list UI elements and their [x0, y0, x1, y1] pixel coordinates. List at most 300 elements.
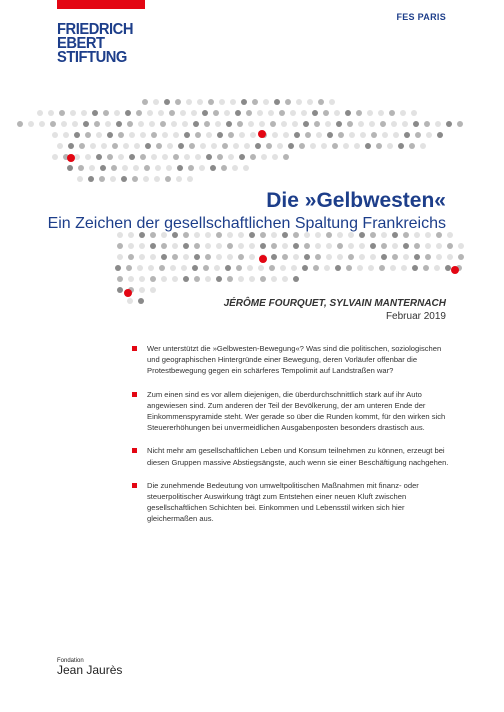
map-dot [122, 165, 128, 171]
map-dot [334, 110, 340, 116]
map-highlight-dot [451, 266, 459, 274]
map-dot [271, 254, 277, 260]
map-dot [403, 243, 409, 249]
map-dot [114, 110, 120, 116]
summary-list [132, 343, 450, 537]
map-dot [260, 243, 266, 249]
map-dot [205, 276, 211, 282]
map-dot [143, 176, 149, 182]
map-dot [105, 121, 111, 127]
map-dot [368, 265, 374, 271]
map-dot [266, 143, 272, 149]
map-dot [169, 110, 175, 116]
map-dot [202, 110, 208, 116]
map-dot [307, 99, 313, 105]
map-dot [259, 121, 265, 127]
map-dot [117, 287, 123, 293]
logo-wordmark [57, 23, 138, 65]
map-dot [457, 121, 463, 127]
map-dot [148, 265, 154, 271]
map-dot [241, 99, 247, 105]
map-dot [176, 176, 182, 182]
map-dot [52, 132, 58, 138]
map-dot [248, 121, 254, 127]
map-dot [367, 110, 373, 116]
map-dot [173, 154, 179, 160]
map-dot [206, 154, 212, 160]
map-dot [271, 276, 277, 282]
map-dot [195, 154, 201, 160]
map-dot [208, 99, 214, 105]
map-dot [247, 265, 253, 271]
map-dot [118, 154, 124, 160]
map-dot [411, 110, 417, 116]
map-dot [246, 110, 252, 116]
map-dot [161, 254, 167, 260]
map-dot [382, 132, 388, 138]
map-dot [96, 154, 102, 160]
map-dot [336, 121, 342, 127]
map-dot [81, 110, 87, 116]
map-dot [63, 132, 69, 138]
map-dot [187, 176, 193, 182]
map-highlight-dot [124, 289, 132, 297]
map-dot [189, 143, 195, 149]
map-dot [458, 254, 464, 260]
map-dot [414, 243, 420, 249]
map-dot [343, 143, 349, 149]
map-dot [172, 254, 178, 260]
map-dot [170, 265, 176, 271]
map-dot [288, 143, 294, 149]
map-dot [156, 143, 162, 149]
map-dot [269, 265, 275, 271]
map-dot [292, 121, 298, 127]
map-dot [281, 121, 287, 127]
map-dot [134, 143, 140, 149]
map-dot [400, 110, 406, 116]
map-dot [249, 254, 255, 260]
map-dot [249, 276, 255, 282]
map-dot [381, 243, 387, 249]
map-dot [282, 254, 288, 260]
map-dot [138, 121, 144, 127]
map-dot [194, 254, 200, 260]
map-dot [425, 243, 431, 249]
map-dot [191, 110, 197, 116]
map-dot [137, 265, 143, 271]
map-dot [302, 265, 308, 271]
map-dot [277, 143, 283, 149]
map-dot [228, 154, 234, 160]
map-dot [337, 243, 343, 249]
map-dot [420, 143, 426, 149]
map-dot [188, 165, 194, 171]
map-dot [398, 143, 404, 149]
map-dot [28, 121, 34, 127]
map-highlight-dot [259, 255, 267, 263]
map-dot [282, 276, 288, 282]
map-dot [125, 110, 131, 116]
map-dot [379, 265, 385, 271]
map-dot [150, 254, 156, 260]
map-dot [272, 132, 278, 138]
map-dot [68, 143, 74, 149]
map-dot [244, 143, 250, 149]
map-dot [90, 143, 96, 149]
map-dot [183, 276, 189, 282]
map-dot [447, 232, 453, 238]
map-dot [250, 132, 256, 138]
map-dot [345, 110, 351, 116]
map-dot [171, 121, 177, 127]
map-dot [199, 165, 205, 171]
map-dot [175, 99, 181, 105]
map-dot [434, 265, 440, 271]
map-dot [238, 254, 244, 260]
map-dot [186, 99, 192, 105]
map-dot [181, 265, 187, 271]
map-dot [376, 143, 382, 149]
map-dot [150, 243, 156, 249]
map-dot [17, 121, 23, 127]
map-dot [293, 243, 299, 249]
map-dot [392, 243, 398, 249]
map-dot [103, 110, 109, 116]
map-dot [61, 121, 67, 127]
map-dot [85, 132, 91, 138]
logo-line-1: FRIEDRICH [57, 21, 134, 38]
map-dot [154, 176, 160, 182]
map-dot [83, 121, 89, 127]
map-dot [115, 265, 121, 271]
map-dot [243, 165, 249, 171]
map-dot [237, 121, 243, 127]
bullet-square-icon [132, 346, 137, 351]
map-dot [155, 165, 161, 171]
summary-item [132, 480, 450, 525]
partner-logo [57, 658, 122, 677]
map-dot [52, 154, 58, 160]
map-dot [158, 110, 164, 116]
map-dot [118, 132, 124, 138]
map-dot [435, 121, 441, 127]
partner-logo-small: Fondation [57, 658, 84, 664]
map-dot [346, 265, 352, 271]
map-dot [128, 276, 134, 282]
map-dot [378, 110, 384, 116]
map-dot [205, 254, 211, 260]
map-dot [299, 143, 305, 149]
map-dot [318, 99, 324, 105]
map-dot [279, 110, 285, 116]
summary-item [132, 445, 450, 467]
map-dot [99, 176, 105, 182]
map-dot [260, 276, 266, 282]
map-dot [140, 154, 146, 160]
map-dot [446, 121, 452, 127]
map-dot [161, 276, 167, 282]
map-dot [347, 121, 353, 127]
map-dot [359, 243, 365, 249]
map-dot [182, 121, 188, 127]
map-dot [255, 143, 261, 149]
map-dot [217, 132, 223, 138]
map-dot [129, 132, 135, 138]
map-dot [139, 287, 145, 293]
map-dot [167, 143, 173, 149]
map-dot [183, 254, 189, 260]
map-dot [389, 110, 395, 116]
map-dot [166, 165, 172, 171]
map-dot [177, 165, 183, 171]
map-dot [238, 243, 244, 249]
map-dot [424, 121, 430, 127]
map-dot [392, 254, 398, 260]
map-dot [224, 110, 230, 116]
map-dot [89, 165, 95, 171]
partner-logo-big: Jean Jaurès [57, 663, 123, 677]
map-dot [144, 165, 150, 171]
map-dot [332, 143, 338, 149]
map-dot [67, 165, 73, 171]
map-dot [126, 265, 132, 271]
map-dot [153, 99, 159, 105]
map-dot [215, 121, 221, 127]
map-dot [403, 254, 409, 260]
map-dot [365, 143, 371, 149]
map-dot [437, 132, 443, 138]
map-dot [227, 254, 233, 260]
map-dot [233, 143, 239, 149]
map-dot [111, 165, 117, 171]
map-dot [211, 143, 217, 149]
map-dot [313, 265, 319, 271]
map-dot [371, 132, 377, 138]
map-dot [150, 276, 156, 282]
map-dot [173, 132, 179, 138]
map-dot [116, 121, 122, 127]
map-dot [338, 132, 344, 138]
map-dot [291, 265, 297, 271]
map-dot [197, 99, 203, 105]
map-dot [283, 132, 289, 138]
map-dot [325, 121, 331, 127]
page-title: Die »Gelbwesten« [266, 189, 446, 212]
map-dot [310, 143, 316, 149]
map-dot [412, 265, 418, 271]
map-dot [123, 143, 129, 149]
map-dot [301, 110, 307, 116]
bullet-square-icon [132, 392, 137, 397]
map-dot [194, 276, 200, 282]
map-dot [74, 154, 80, 160]
map-dot [138, 298, 144, 304]
map-dot [150, 287, 156, 293]
map-dot [151, 154, 157, 160]
map-dot [250, 154, 256, 160]
fes-logo [57, 0, 145, 65]
map-dot [404, 132, 410, 138]
map-dot [121, 176, 127, 182]
map-dot [381, 254, 387, 260]
map-dot [402, 121, 408, 127]
map-dot [128, 254, 134, 260]
map-dot [117, 276, 123, 282]
map-dot [236, 265, 242, 271]
map-dot [285, 99, 291, 105]
map-dot [205, 243, 211, 249]
map-dot [88, 176, 94, 182]
map-dot [321, 143, 327, 149]
map-dot [216, 243, 222, 249]
map-dot [436, 254, 442, 260]
map-dot [414, 254, 420, 260]
map-dot [204, 121, 210, 127]
map-dot [219, 99, 225, 105]
map-dot [304, 254, 310, 260]
map-dot [315, 254, 321, 260]
map-dot [354, 143, 360, 149]
map-dot [369, 121, 375, 127]
map-dot [290, 110, 296, 116]
map-dot [312, 110, 318, 116]
map-dot [147, 110, 153, 116]
logo-red-bar [57, 0, 145, 9]
map-dot [238, 276, 244, 282]
map-dot [101, 143, 107, 149]
map-dot [184, 154, 190, 160]
bullet-square-icon [132, 448, 137, 453]
map-dot [445, 265, 451, 271]
map-dot [140, 132, 146, 138]
map-dot [329, 99, 335, 105]
map-dot [280, 265, 286, 271]
map-dot [360, 132, 366, 138]
map-dot [274, 99, 280, 105]
map-dot [145, 143, 151, 149]
map-highlight-dot [67, 154, 75, 162]
map-dot [305, 132, 311, 138]
map-dot [239, 154, 245, 160]
page-subtitle: Ein Zeichen der gesellschaftlichen Spaltung Frankreichs [47, 215, 446, 232]
map-dot [304, 243, 310, 249]
map-dot [324, 265, 330, 271]
map-dot [59, 110, 65, 116]
map-dot [314, 121, 320, 127]
map-dot [37, 110, 43, 116]
map-dot [356, 110, 362, 116]
map-dot [225, 265, 231, 271]
map-dot [380, 121, 386, 127]
map-dot [222, 143, 228, 149]
map-dot [268, 110, 274, 116]
map-dot [348, 254, 354, 260]
map-dot [57, 143, 63, 149]
map-dot [94, 121, 100, 127]
map-dot [216, 254, 222, 260]
map-dot [203, 265, 209, 271]
map-dot [39, 121, 45, 127]
map-dot [447, 243, 453, 249]
map-dot [423, 265, 429, 271]
office-label: FES PARIS [396, 12, 446, 22]
map-dot [194, 243, 200, 249]
map-dot [128, 243, 134, 249]
map-dot [165, 176, 171, 182]
map-dot [162, 132, 168, 138]
map-dot [164, 99, 170, 105]
map-dot [159, 265, 165, 271]
map-dot [335, 265, 341, 271]
map-dot [261, 154, 267, 160]
map-dot [426, 132, 432, 138]
logo-line-3: STIFTUNG [57, 49, 127, 66]
logo-line-2: EBERT [57, 35, 105, 52]
summary-text: Nicht mehr am gesellschaftlichen Leben und Konsum teilnehmen zu können, erzeugt bei diesen Gruppen massive Abstiegsängste, auch wenn sie einer Beschäftigung nachgehen. [147, 446, 449, 467]
map-dot [228, 132, 234, 138]
map-dot [270, 121, 276, 127]
map-dot [370, 254, 376, 260]
map-dot [206, 132, 212, 138]
map-dot [293, 276, 299, 282]
map-dot [391, 121, 397, 127]
map-dot [192, 265, 198, 271]
map-dot [348, 243, 354, 249]
map-dot [221, 165, 227, 171]
map-dot [172, 243, 178, 249]
map-dot [232, 165, 238, 171]
bullet-square-icon [132, 483, 137, 488]
map-dot [136, 110, 142, 116]
map-dot [303, 121, 309, 127]
map-dot [217, 154, 223, 160]
map-dot [216, 276, 222, 282]
map-dot [409, 143, 415, 149]
map-dot [110, 176, 116, 182]
map-dot [79, 143, 85, 149]
map-dot [226, 121, 232, 127]
summary-text: Die zunehmende Bedeutung von umweltpolitischen Maßnahmen mit finanz- oder steuerpolitischer Auswirkung trägt zum Entstehen einer neuen Kluft zwischen gesellschaftlichen Schichten bei. Einkommen und Lebensstil wirken sich hier gleichermaßen aus. [147, 480, 419, 524]
map-dot [370, 243, 376, 249]
map-dot [436, 243, 442, 249]
map-dot [263, 99, 269, 105]
map-dot [200, 143, 206, 149]
map-dot [127, 298, 133, 304]
map-dot [283, 154, 289, 160]
map-dot [323, 110, 329, 116]
publication-date: Februar 2019 [385, 311, 446, 322]
map-dot [50, 121, 56, 127]
map-dot [415, 132, 421, 138]
map-dot [139, 243, 145, 249]
map-dot [337, 254, 343, 260]
map-dot [235, 110, 241, 116]
map-dot [272, 154, 278, 160]
map-dot [112, 143, 118, 149]
map-dot [258, 265, 264, 271]
map-dot [195, 132, 201, 138]
map-dot [349, 132, 355, 138]
map-dot [172, 276, 178, 282]
authors: JÉRÔME FOURQUET, SYLVAIN MANTERNACH [223, 298, 446, 309]
map-dot [151, 132, 157, 138]
map-dot [107, 154, 113, 160]
map-dot [327, 132, 333, 138]
map-dot [183, 243, 189, 249]
map-dot [239, 132, 245, 138]
map-dot [117, 254, 123, 260]
